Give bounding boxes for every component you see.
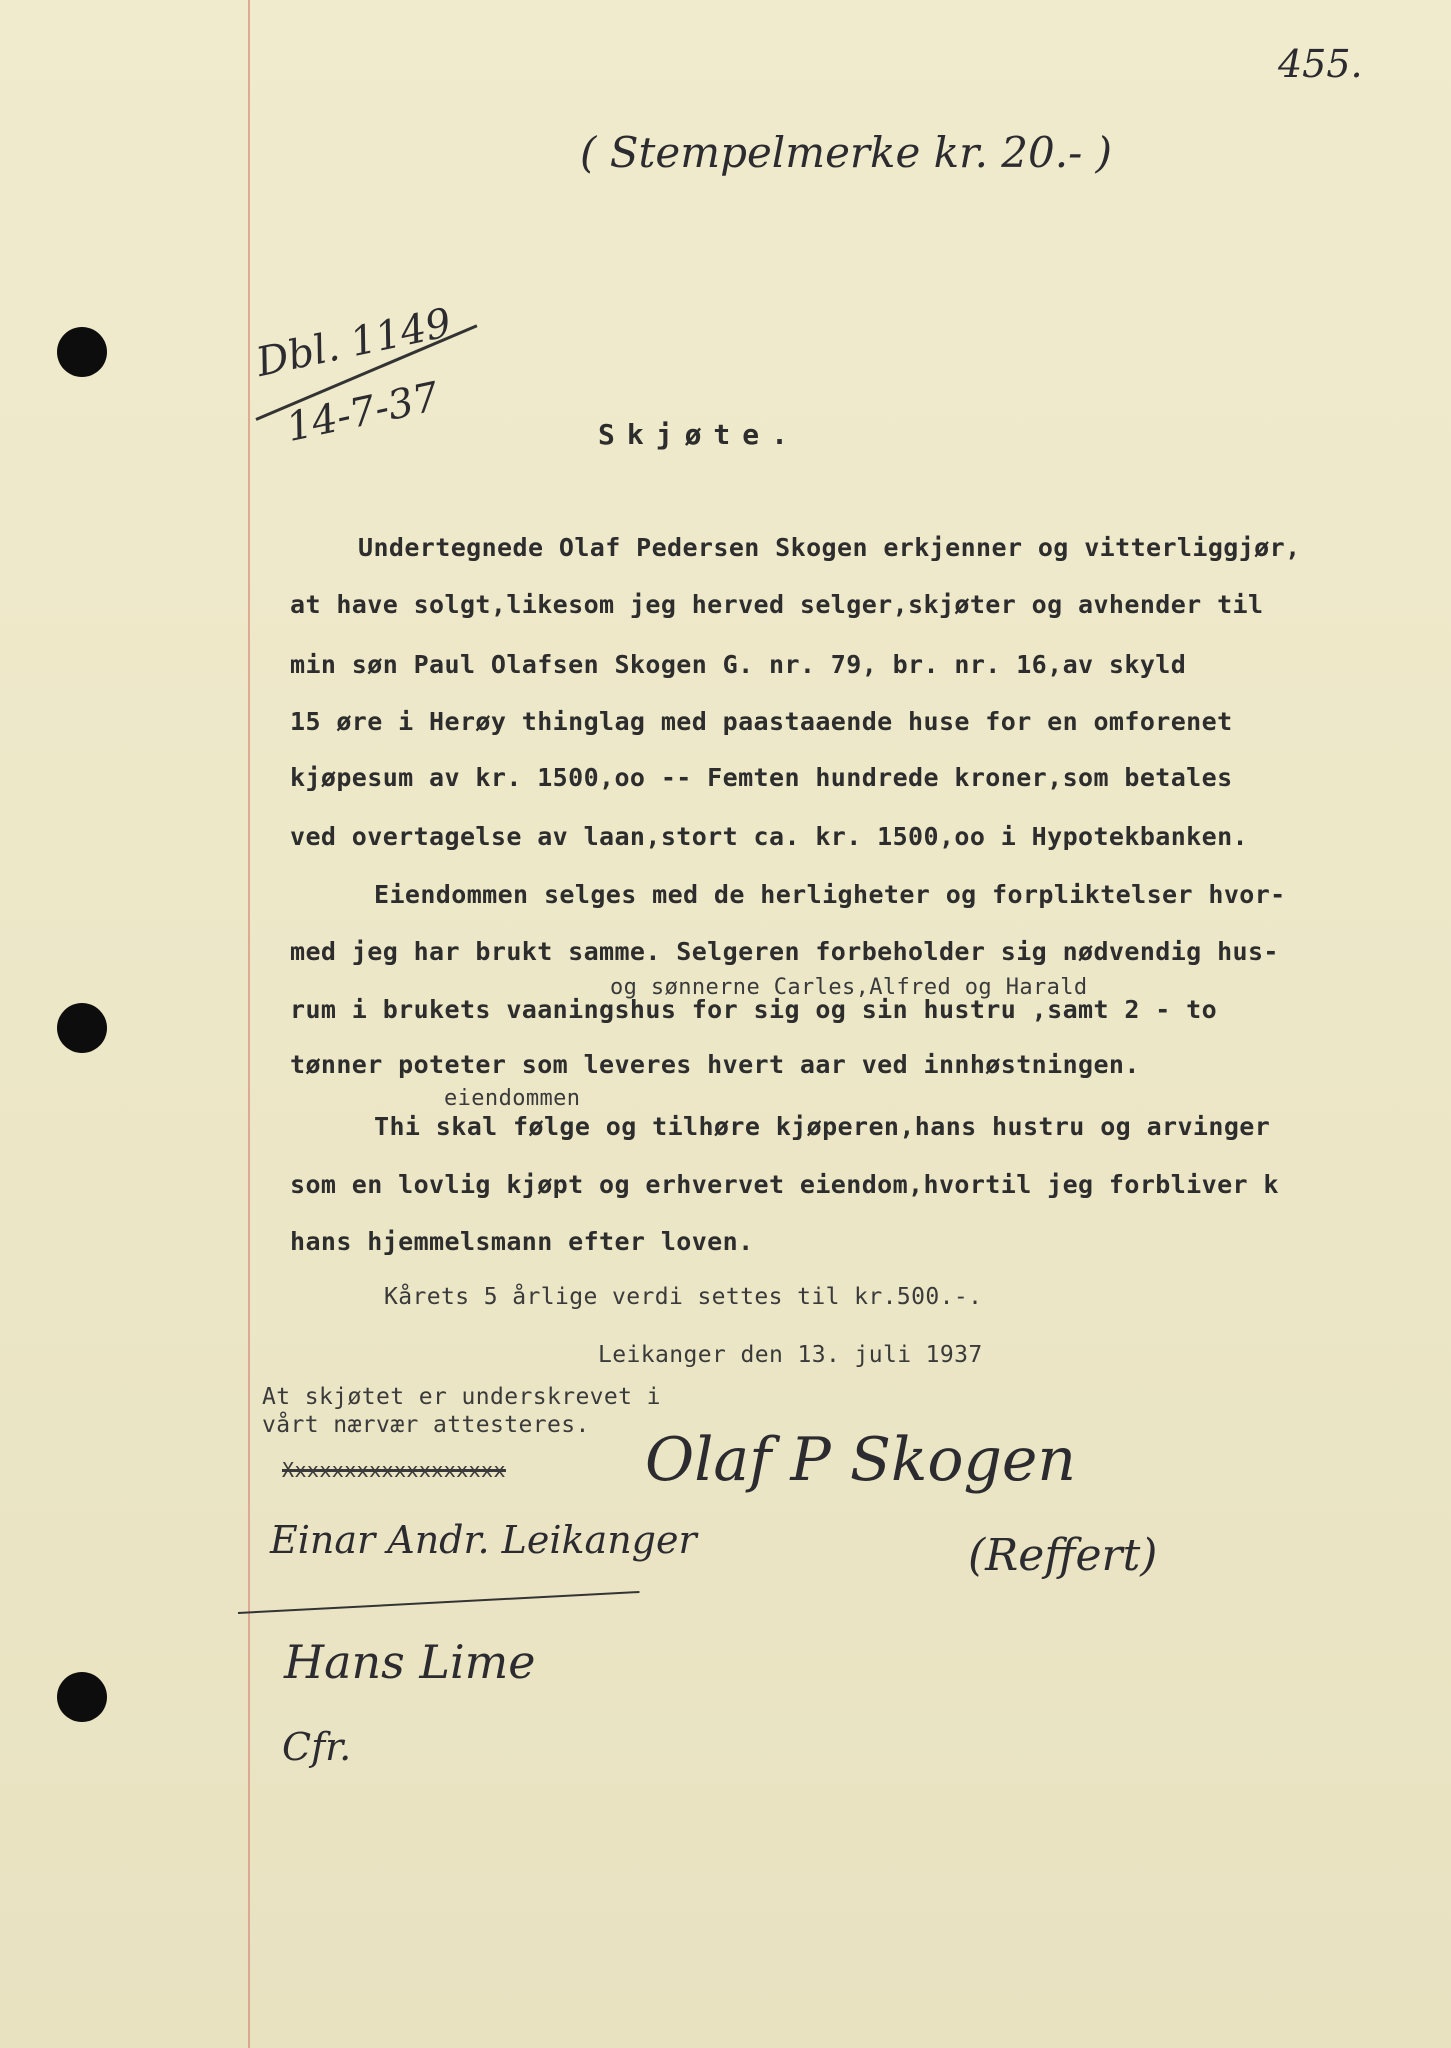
body-line-10: tønner poteter som leveres hvert aar ved innhøstningen. (290, 1050, 1140, 1079)
seller-note: (Reffert) (968, 1530, 1158, 1581)
stamp-note: ( Stempelmerke kr. 20.- ) (580, 128, 1112, 177)
document-title: Skjøte. (598, 418, 801, 451)
punch-hole-middle (57, 1003, 107, 1053)
struck-line: Xxxxxxxxxxxxxxxxxx (282, 1458, 506, 1482)
margin-line (248, 0, 250, 2048)
valuation-line: Kårets 5 årlige verdi settes til kr.500.-. (384, 1284, 983, 1310)
page-number: 455. (1278, 42, 1363, 86)
body-line-9: rum i brukets vaaningshus for sig og sin hustru ,samt 2 - to (290, 995, 1218, 1024)
seller-signature: Olaf P Skogen (645, 1425, 1077, 1495)
registration-date: 14-7-37 (282, 373, 443, 451)
body-line-8: med jeg har brukt samme. Selgeren forbeholder sig nødvendig hus- (290, 937, 1279, 966)
signature-underline (238, 1591, 640, 1614)
initials: Cfr. (282, 1725, 352, 1769)
witness-2-signature: Hans Lime (284, 1635, 536, 1689)
insertion-sons: og sønnerne Carles,Alfred og Harald (610, 975, 1088, 1000)
body-line-7: Eiendommen selges med de herligheter og forpliktelser hvor- (374, 880, 1286, 909)
body-line-6: ved overtagelse av laan,stort ca. kr. 1500,oo i Hypotekbanken. (290, 822, 1248, 851)
place-date: Leikanger den 13. juli 1937 (598, 1342, 983, 1368)
registration-number: Dbl. 1149 (252, 299, 456, 386)
body-line-12: som en lovlig kjøpt og erhvervet eiendom,hvortil jeg forbliver k (290, 1170, 1279, 1199)
body-line-4: 15 øre i Herøy thinglag med paastaaende huse for en omforenet (290, 707, 1233, 736)
attestation-line-1: At skjøtet er underskrevet i (262, 1384, 661, 1410)
body-line-3: min søn Paul Olafsen Skogen G. nr. 79, br. nr. 16,av skyld (290, 650, 1187, 679)
attestation-line-2: vårt nærvær attesteres. (262, 1412, 590, 1438)
punch-hole-bottom (57, 1672, 107, 1722)
body-line-5: kjøpesum av kr. 1500,oo -- Femten hundrede kroner,som betales (290, 763, 1233, 792)
witness-1-signature: Einar Andr. Leikanger (270, 1518, 697, 1562)
body-line-2: at have solgt,likesom jeg herved selger,skjøter og avhender til (290, 590, 1264, 619)
body-line-13: hans hjemmelsmann efter loven. (290, 1227, 754, 1256)
body-line-11: Thi skal følge og tilhøre kjøperen,hans hustru og arvinger (374, 1112, 1271, 1141)
punch-hole-top (57, 327, 107, 377)
insertion-property: eiendommen (444, 1086, 581, 1111)
body-line-1: Undertegnede Olaf Pedersen Skogen erkjenner og vitterliggjør, (358, 533, 1301, 562)
